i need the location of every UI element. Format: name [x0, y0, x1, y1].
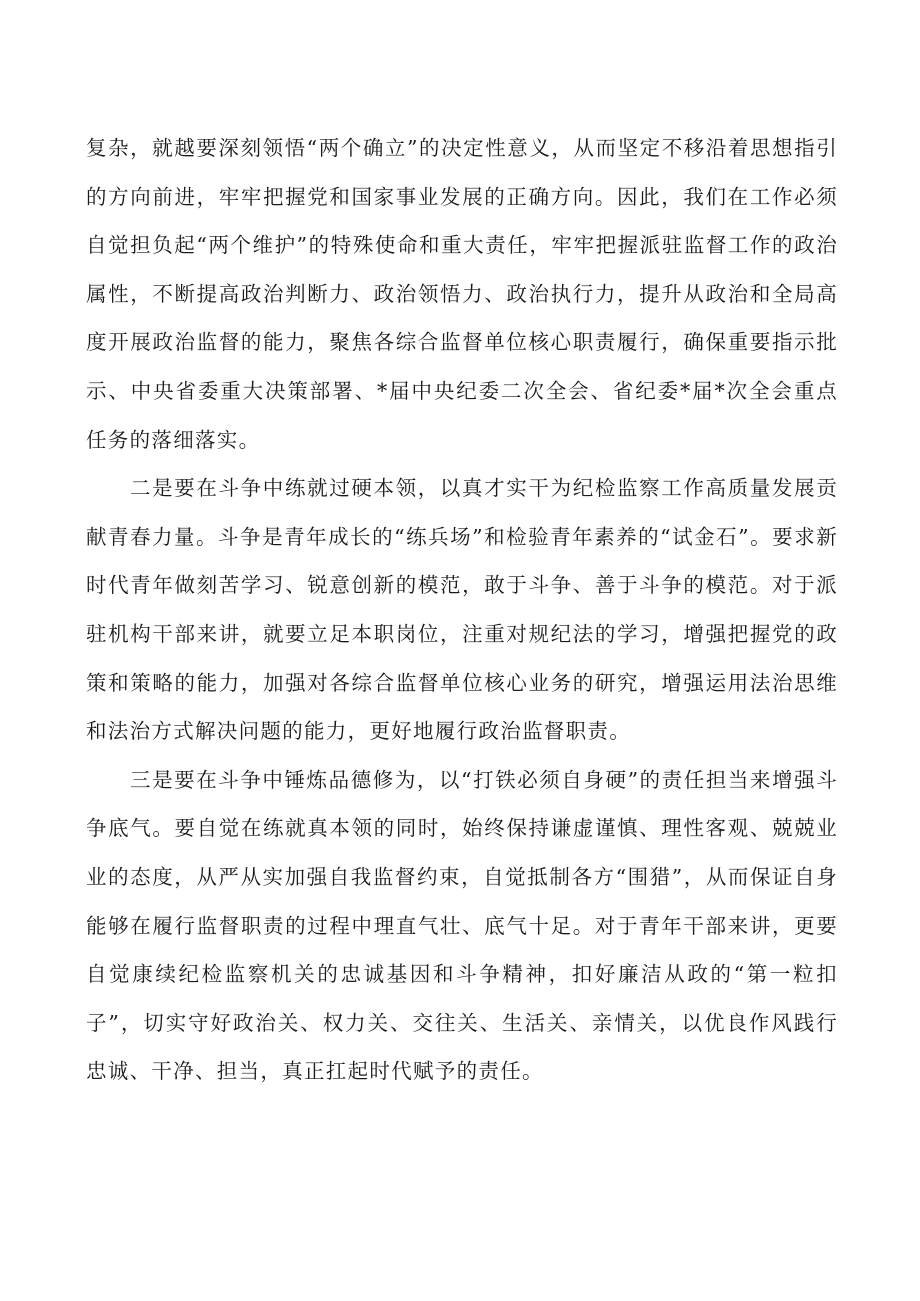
paragraph-continuation: 复杂，就越要深刻领悟“两个确立”的决定性意义，从而坚定不移沿着思想指引的方向前进，牢牢把握党和国家事业发展的正确方向。因此，我们在工作必须自觉担负起“两个维护”的特殊使命和重大责任，牢牢把握派驻监督工作的政治属性，不断提高政治判断力、政治领悟力、政治执行力，提升从政治和全局高度开展政治监督的能力，聚焦各综合监督单位核心职责履行，确保重要指示批示、中央省委重大决策部署、*届中央纪委二次全会、省纪委*届*次全会重点任务的落细落实。: [86, 136, 838, 452]
paragraph-point-three: 三是要在斗争中锤炼品德修为，以“打铁必须自身硬”的责任担当来增强斗争底气。要自觉在练就真本领的同时，始终保持谦虚谨慎、理性客观、兢兢业业的态度，从严从实加强自我监督约束，自觉抵制各方“围猎”，从而保证自身能够在履行监督职责的过程中理直气壮、底气十足。对于青年干部来讲，更要自觉康续纪检监察机关的忠诚基因和斗争精神，扣好廉洁从政的“第一粒扣子”，切实守好政治关、权力关、交往关、生活关、亲情关，以优良作风践行忠诚、干净、担当，真正扛起时代赋予的责任。: [86, 767, 838, 1084]
paragraph-point-two: 二是要在斗争中练就过硬本领，以真才实干为纪检监察工作高质量发展贡献青春力量。斗争是青年成长的“练兵场”和检验青年素养的“试金石”。要求新时代青年做刻苦学习、锐意创新的模范，敢于斗争、善于斗争的模范。对于派驻机构干部来讲，就要立足本职岗位，注重对规纪法的学习，增强把握党的政策和策略的能力，加强对各综合监督单位核心业务的研究，增强运用法治思维和法治方式解决问题的能力，更好地履行政治监督职责。: [86, 476, 838, 744]
document-body: [86, 124, 838, 1096]
